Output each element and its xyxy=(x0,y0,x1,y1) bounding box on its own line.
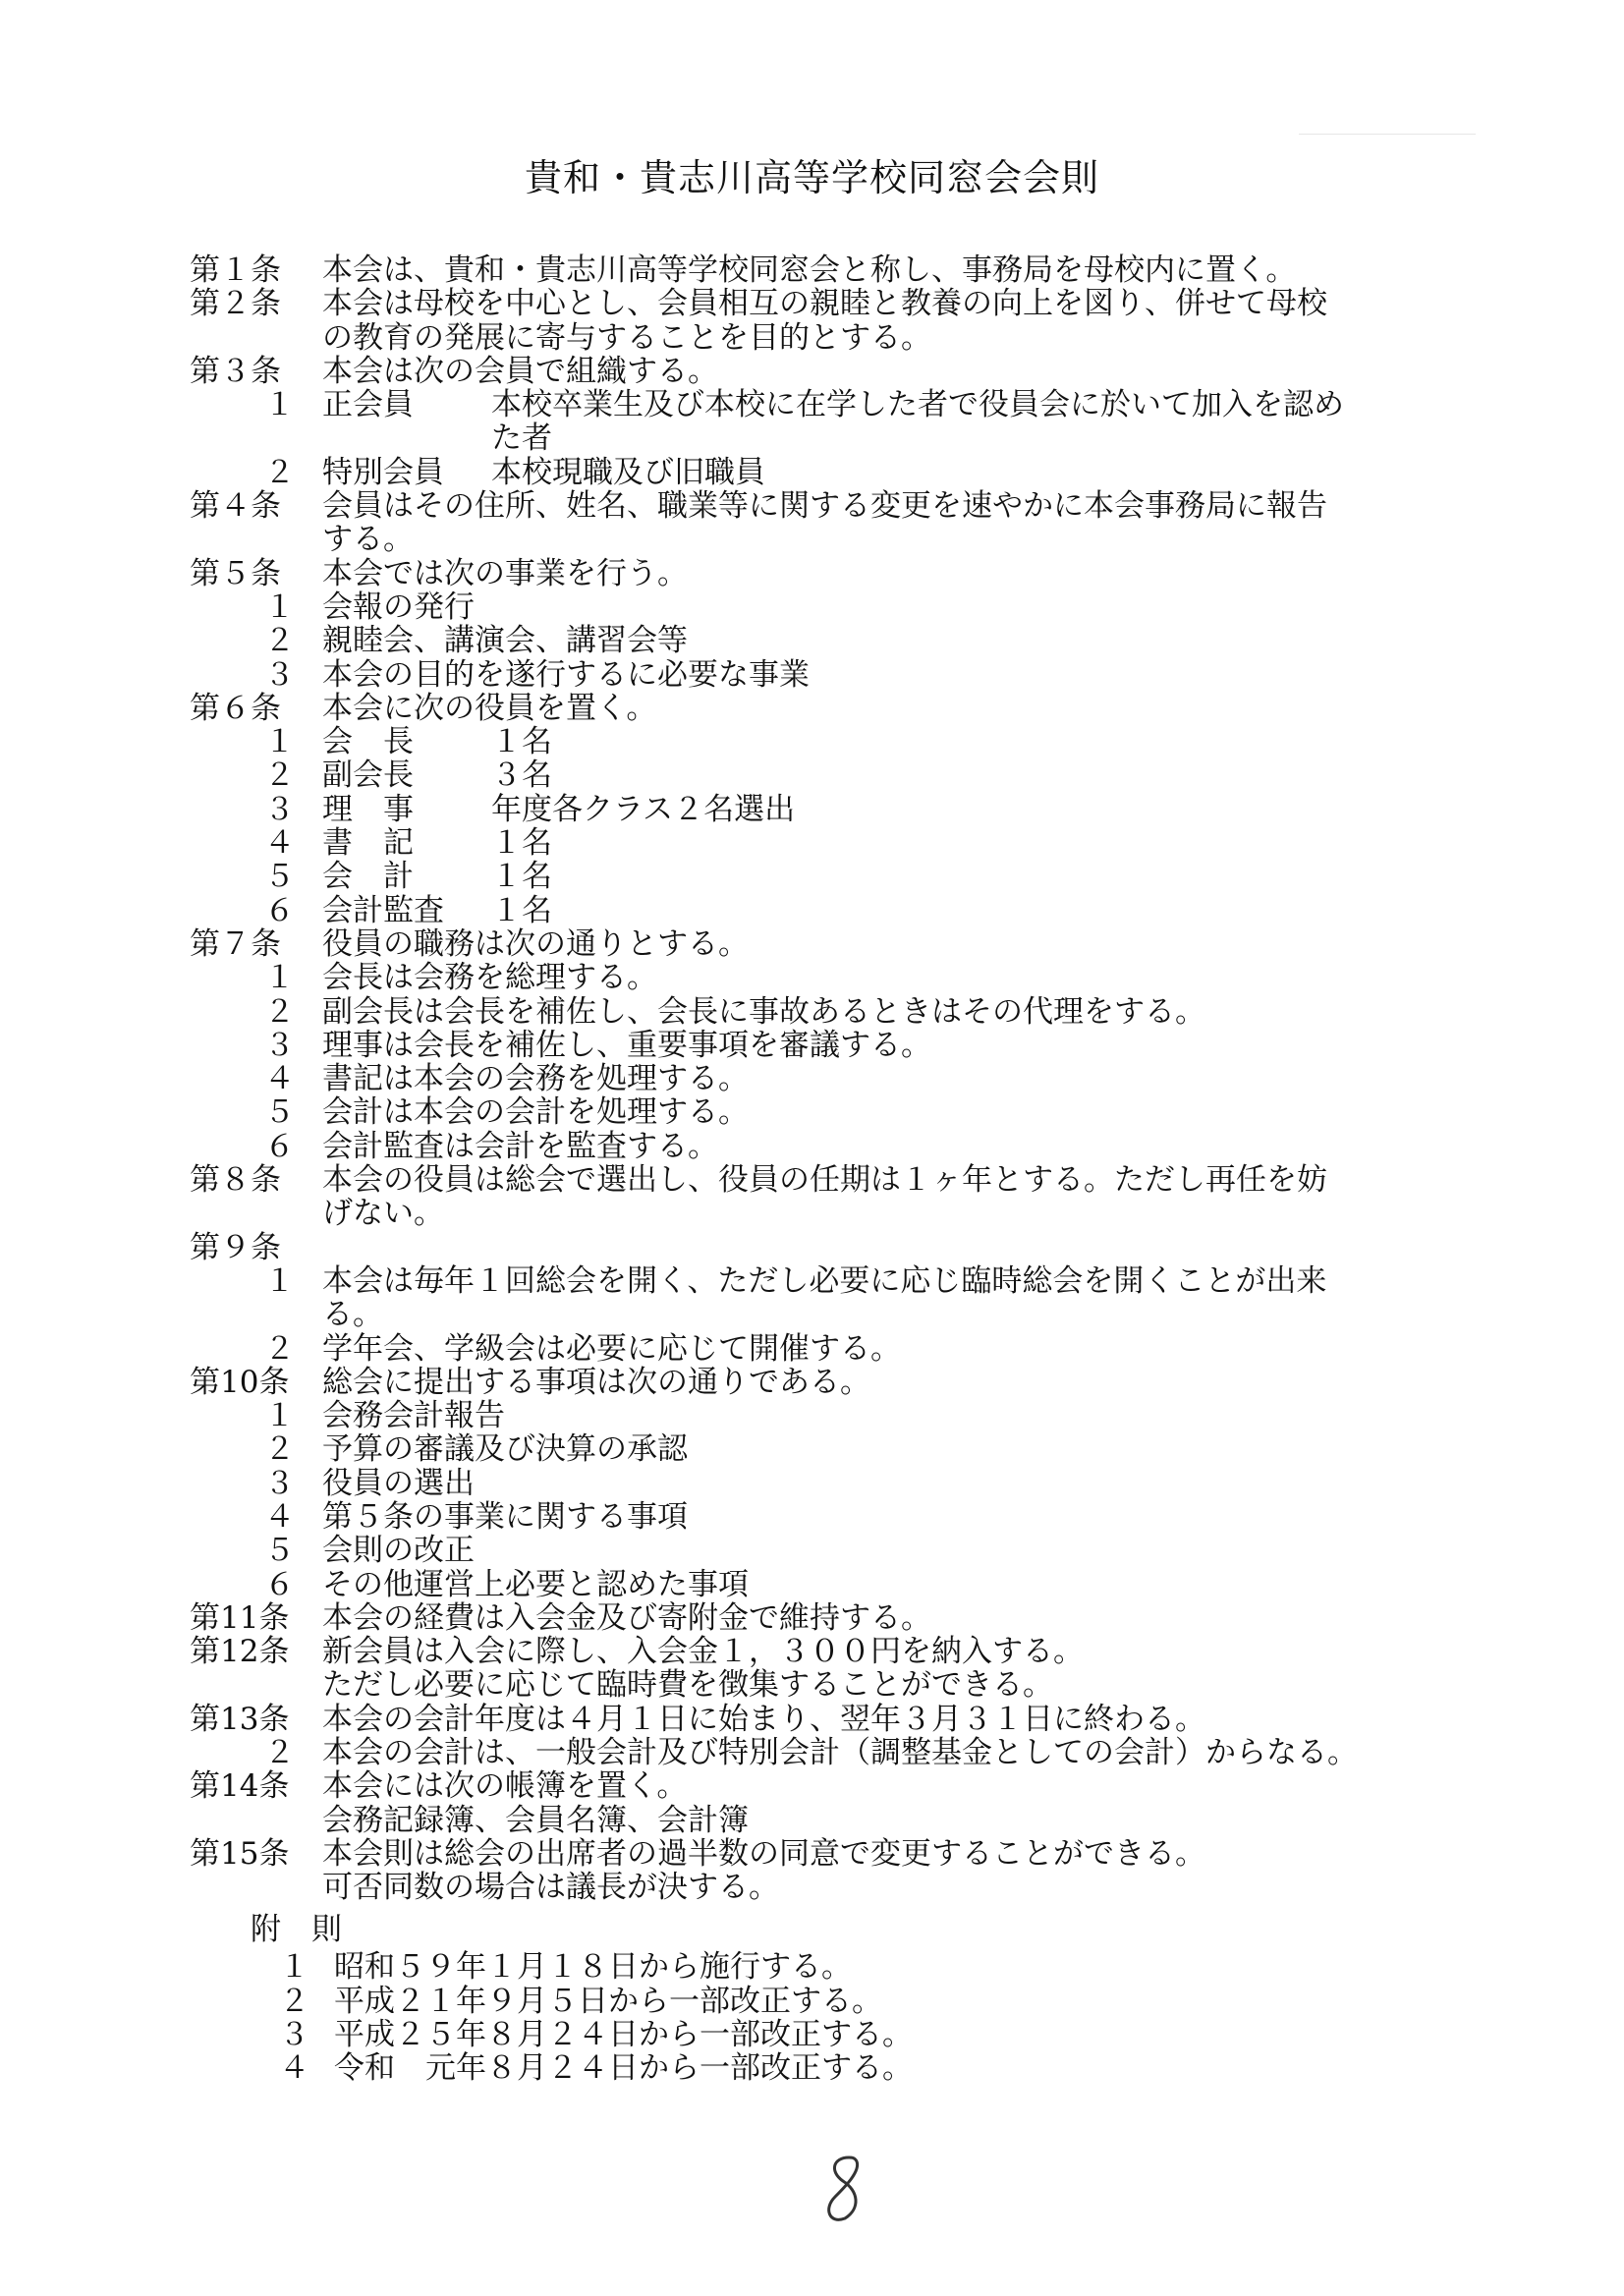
item-text: 会則の改正 xyxy=(322,1533,475,1569)
list-item xyxy=(190,658,1467,692)
list-item xyxy=(190,1467,1467,1500)
article-label: 第１条 xyxy=(190,252,281,288)
item-number: ４ xyxy=(264,1061,295,1097)
item-number: ２ xyxy=(264,1330,295,1367)
article-row xyxy=(190,1635,1467,1668)
item-number: １ xyxy=(264,960,295,996)
item-number: ２ xyxy=(264,454,295,490)
supplementary-item xyxy=(251,1985,913,2018)
item-number: ６ xyxy=(264,1128,295,1164)
list-item xyxy=(190,1736,1467,1769)
item-text: 第５条の事業に関する事項 xyxy=(322,1498,688,1535)
article-label: 第４条 xyxy=(190,488,281,525)
item-number: ５ xyxy=(264,1533,295,1569)
article-text: 会員はその住所、姓名、職業等に関する変更を速やかに本会事務局に報告 xyxy=(322,488,1327,525)
article-continuation xyxy=(190,321,1467,355)
list-item xyxy=(190,961,1467,994)
officer-count: １名 xyxy=(491,892,552,928)
member-row xyxy=(190,388,1467,421)
item-number: １ xyxy=(264,724,295,760)
item-text: 書記は本会の会務を処理する。 xyxy=(322,1061,749,1097)
officer-row xyxy=(190,725,1467,758)
article-continuation xyxy=(190,1871,1467,1904)
article-label: 第12条 xyxy=(190,1634,290,1670)
article-continuation xyxy=(190,523,1467,556)
article-text: 本会は母校を中心とし、会員相互の親睦と教養の向上を図り、併せて母校 xyxy=(322,286,1327,322)
article-row xyxy=(190,1703,1467,1736)
supplementary-item xyxy=(251,2051,913,2085)
item-number: ５ xyxy=(264,859,295,895)
officer-role: 会計監査 xyxy=(322,892,444,928)
item-number: ２ xyxy=(264,1431,295,1468)
article-text: 本会には次の帳簿を置く。 xyxy=(322,1768,688,1805)
officer-count: １名 xyxy=(491,724,552,760)
article-row xyxy=(190,253,1467,287)
item-number: ４ xyxy=(264,825,295,862)
item-text: 理事は会長を補佐し、重要事項を審議する。 xyxy=(322,1027,931,1063)
item-number: ２ xyxy=(264,757,295,794)
item-text: 会報の発行 xyxy=(322,588,475,625)
article-text: げない。 xyxy=(322,1196,444,1232)
item-number: ６ xyxy=(264,1566,295,1602)
article-row xyxy=(190,1231,1467,1264)
article-text: 本会に次の役員を置く。 xyxy=(322,690,657,726)
article-row xyxy=(190,557,1467,590)
scan-artifact-line xyxy=(1299,134,1476,135)
list-item xyxy=(190,1095,1467,1129)
item-text: その他運営上必要と認めた事項 xyxy=(322,1566,749,1602)
item-text: 本会の目的を遂行するに必要な事業 xyxy=(322,656,810,693)
member-continuation xyxy=(190,421,1467,455)
item-text: 本会は毎年１回総会を開く、ただし必要に応じ臨時総会を開くことが出来 xyxy=(322,1262,1327,1299)
article-label: 第９条 xyxy=(190,1229,281,1265)
article-text: 本会則は総会の出席者の過半数の同意で変更することができる。 xyxy=(322,1835,1205,1872)
article-text: 新会員は入会に際し、入会金１，３００円を納入する。 xyxy=(322,1634,1084,1670)
article-continuation xyxy=(190,1668,1467,1702)
item-number: １ xyxy=(264,1262,295,1299)
article-label: 第14条 xyxy=(190,1768,290,1805)
article-text: する。 xyxy=(322,522,414,558)
item-number: ２ xyxy=(264,993,295,1030)
article-text: 役員の職務は次の通りとする。 xyxy=(322,925,749,962)
officer-role: 理 事 xyxy=(322,791,414,827)
item-text: 予算の審議及び決算の承認 xyxy=(322,1431,688,1468)
article-text: 可否同数の場合は議長が決する。 xyxy=(322,1870,779,1906)
article-row xyxy=(190,1601,1467,1635)
officer-row xyxy=(190,826,1467,860)
supplementary-provisions xyxy=(251,1913,913,2085)
article-text: ただし必要に応じて臨時費を徴集することができる。 xyxy=(322,1667,1053,1704)
item-number: １ xyxy=(264,1398,295,1434)
list-item xyxy=(190,1534,1467,1567)
list-item xyxy=(190,1500,1467,1534)
article-text: の教育の発展に寄与することを目的とする。 xyxy=(322,319,931,356)
item-text: る。 xyxy=(322,1297,383,1333)
item-number: ４ xyxy=(264,1498,295,1535)
article-row xyxy=(190,927,1467,961)
item-number: ３ xyxy=(264,656,295,693)
item-text: 昭和５９年１月１８日から施行する。 xyxy=(334,1949,852,1986)
officer-role: 書 記 xyxy=(322,825,414,862)
officer-row xyxy=(190,860,1467,893)
article-text: 総会に提出する事項は次の通りである。 xyxy=(322,1364,870,1400)
article-continuation xyxy=(190,1804,1467,1837)
article-text: 本会の会計年度は４月１日に始まり、翌年３月３１日に終わる。 xyxy=(322,1701,1205,1737)
officer-count: １名 xyxy=(491,859,552,895)
article-text: 本会は次の会員で組織する。 xyxy=(322,353,718,389)
article-row xyxy=(190,287,1467,320)
list-item xyxy=(190,1130,1467,1163)
article-label: 第３条 xyxy=(190,353,281,389)
item-number: ２ xyxy=(264,1735,295,1771)
article-label: 第13条 xyxy=(190,1701,290,1737)
item-number: ２ xyxy=(264,623,295,659)
item-number: ３ xyxy=(264,1465,295,1501)
list-item xyxy=(190,1264,1467,1298)
article-row xyxy=(190,1163,1467,1197)
list-item xyxy=(190,1332,1467,1366)
article-label: 第15条 xyxy=(190,1835,290,1872)
list-item xyxy=(190,1432,1467,1466)
article-text: 本会の経費は入会金及び寄附金で維持する。 xyxy=(322,1599,931,1636)
item-number: ６ xyxy=(264,892,295,928)
supplementary-item xyxy=(251,1950,913,1984)
item-number: ３ xyxy=(279,2016,309,2052)
article-text: 会務記録簿、会員名簿、会計簿 xyxy=(322,1802,749,1838)
list-item xyxy=(190,624,1467,657)
article-row xyxy=(190,1366,1467,1399)
articles-body xyxy=(190,253,1467,1905)
member-description: 本校現職及び旧職員 xyxy=(491,454,765,490)
supplementary-heading: 附 則 xyxy=(251,1912,342,1947)
document-title: 貴和・貴志川高等学校同窓会会則 xyxy=(524,156,1099,199)
article-text: 本会では次の事業を行う。 xyxy=(322,555,688,591)
list-item xyxy=(190,1029,1467,1062)
article-row xyxy=(190,489,1467,523)
item-text: 平成２５年８月２４日から一部改正する。 xyxy=(334,2016,913,2052)
item-text: 平成２１年９月５日から一部改正する。 xyxy=(334,1983,882,2019)
article-label: 第８条 xyxy=(190,1162,281,1199)
item-text: 役員の選出 xyxy=(322,1465,475,1501)
list-item xyxy=(190,1568,1467,1601)
officer-role: 会 長 xyxy=(322,724,414,760)
item-number: ５ xyxy=(264,1094,295,1131)
member-type: 正会員 xyxy=(322,387,414,423)
officer-row xyxy=(190,793,1467,826)
item-text: 会長は会務を総理する。 xyxy=(322,960,657,996)
supplementary-item xyxy=(251,2018,913,2051)
officer-count: 年度各クラス２名選出 xyxy=(491,791,796,827)
officer-count: １名 xyxy=(491,825,552,862)
item-text: 会計監査は会計を監査する。 xyxy=(322,1128,718,1164)
item-text: 学年会、学級会は必要に応じて開催する。 xyxy=(322,1330,901,1367)
item-text: 副会長は会長を補佐し、会長に事故あるときはその代理をする。 xyxy=(322,993,1205,1030)
item-text: 会務会計報告 xyxy=(322,1398,505,1434)
item-number: １ xyxy=(264,387,295,423)
item-number: １ xyxy=(264,588,295,625)
item-number: ２ xyxy=(279,1983,309,2019)
item-number: １ xyxy=(279,1949,309,1986)
list-item xyxy=(190,590,1467,624)
article-label: 第11条 xyxy=(190,1599,290,1636)
officer-row xyxy=(190,894,1467,927)
officer-role: 副会長 xyxy=(322,757,414,794)
article-text: 本会の役員は総会で選出し、役員の任期は１ヶ年とする。ただし再任を妨 xyxy=(322,1162,1327,1199)
officer-count: ３名 xyxy=(491,757,552,794)
member-description: た者 xyxy=(491,420,552,457)
member-description: 本校卒業生及び本校に在学した者で役員会に於いて加入を認め xyxy=(491,387,1344,423)
article-label: 第５条 xyxy=(190,555,281,591)
list-item xyxy=(190,1062,1467,1095)
member-row xyxy=(190,456,1467,489)
list-item-continuation xyxy=(190,1298,1467,1331)
handwritten-page-number xyxy=(815,2150,874,2228)
item-number: ３ xyxy=(264,791,295,827)
officer-row xyxy=(190,758,1467,792)
article-text: 本会は、貴和・貴志川高等学校同窓会と称し、事務局を母校内に置く。 xyxy=(322,252,1297,288)
item-number: ４ xyxy=(279,2050,309,2087)
article-label: 第10条 xyxy=(190,1364,290,1400)
article-label: 第７条 xyxy=(190,925,281,962)
article-row xyxy=(190,355,1467,388)
item-text: 令和 元年８月２４日から一部改正する。 xyxy=(334,2050,913,2087)
member-type: 特別会員 xyxy=(322,454,444,490)
item-text: 会計は本会の会計を処理する。 xyxy=(322,1094,749,1131)
list-item xyxy=(190,1399,1467,1432)
article-label: 第６条 xyxy=(190,690,281,726)
item-text: 親睦会、講演会、講習会等 xyxy=(322,623,688,659)
officer-role: 会 計 xyxy=(322,859,414,895)
article-continuation xyxy=(190,1197,1467,1230)
article-label: 第２条 xyxy=(190,286,281,322)
item-number: ３ xyxy=(264,1027,295,1063)
article-row xyxy=(190,692,1467,725)
list-item xyxy=(190,995,1467,1029)
article-row xyxy=(190,1769,1467,1803)
item-text: 本会の会計は、一般会計及び特別会計（調整基金としての会計）からなる。 xyxy=(322,1735,1358,1771)
article-row xyxy=(190,1837,1467,1871)
